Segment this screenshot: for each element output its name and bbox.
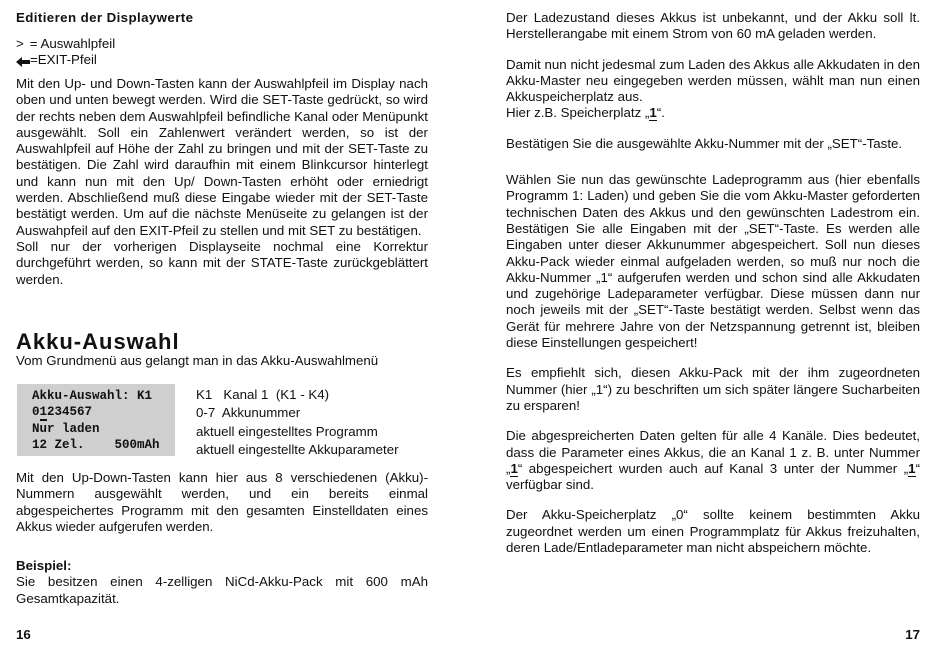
greater-than-symbol: > xyxy=(16,36,24,51)
lcd-display xyxy=(17,384,175,456)
intro-block xyxy=(16,76,428,288)
intro-paragraph: Mit den Up- und Down-Tasten kann der Auswahlpfeil im Display nach oben und unten bewegt werden. Wird die SET-Taste gedrückt, so wird der rechts neben dem Auswahlpfeil befindliche Kanal oder Menüpunkt ausgewählt. Soll ein Zahlenwert verändert werden, so ist der Auswahlpfeil auf Höhe der Zahl zu bringen und mit der SET-Taste zu bestätigen. Die Zahl wird daraufhin mit einem Blinkcursor hinterlegt und kann nun mit den Up/ Down-Tasten erhöht oder erniedrigt werden. Abschließend muß diese Eingabe wieder mit der SET-Taste bestätigt werden. Um auf die nächste Menüseite zu gelangen ist der Auswahpfeil auf den EXIT-Pfeil zu stellen und mit SET zu bestätigen. xyxy=(16,76,428,238)
example-block xyxy=(16,558,428,607)
legend-text-selection: = Auswahlpfeil xyxy=(29,36,116,51)
slot-number: 1 xyxy=(649,105,657,121)
paragraph-all-channels: Die abgespreicherten Daten gelten für alle 4 Kanäle. Dies bedeutet, dass die Parameter eines Akkus, die an Kanal 1 z. B. unter Nummer „1“ abgespeichert wurden auch auf Kanal 3 unter der Nummer „1“ verfügbar sind. xyxy=(506,428,920,493)
symbol-legend xyxy=(16,36,115,69)
desc-channel: K1 Kanal 1 (K1 - K4) xyxy=(196,387,330,402)
paragraph-charge-state: Der Ladezustand dieses Akkus ist unbekannt, und der Akku soll lt. Herstellerangabe mit einem Strom von 60 mA geladen werden. xyxy=(506,10,920,42)
right-text-block xyxy=(506,10,920,556)
right-page xyxy=(506,0,920,648)
section-intro: Vom Grundmenü aus gelangt man in das Akku-Auswahlmenü xyxy=(16,353,379,368)
desc-parameters: aktuell eingestellte Akkuparameter xyxy=(196,441,399,457)
left-page xyxy=(16,0,428,648)
display-cursor-slot: 1 xyxy=(39,405,48,420)
display-slots-rest: 234567 xyxy=(47,405,93,420)
section-intro-block xyxy=(16,353,428,369)
legend-row-selection-arrow xyxy=(16,36,115,52)
legend-text-exit: =EXIT-Pfeil xyxy=(30,52,97,68)
display-line-1: Akku-Auswahl: K1 xyxy=(32,389,153,403)
paragraph-label-tip: Es empfiehlt sich, diesen Akku-Pack mit der ihm zugeordneten Nummer (hier „1“) zu beschriften um sich später längere Sucharbeiten zu ersparen! xyxy=(506,365,920,413)
display-line-4: 12 Zel. 500mAh xyxy=(32,437,160,452)
paragraph-storage-example: Hier z.B. Speicherplatz „1“. xyxy=(506,105,665,121)
display-slot-zero: 0 xyxy=(32,405,40,420)
number-one-b: 1 xyxy=(908,460,916,476)
section-title: Akku-Auswahl xyxy=(16,329,180,354)
page-number-left: 16 xyxy=(16,627,31,642)
desc-akkunummer: 0-7 Akkunummer xyxy=(196,405,301,421)
number-one-a: 1 xyxy=(510,460,518,476)
paragraph-confirm: Bestätigen Sie die ausgewählte Akku-Nummer mit der „SET“-Taste. xyxy=(506,135,903,151)
display-line-2 xyxy=(32,404,175,420)
left-arrow-icon xyxy=(16,55,30,65)
updown-paragraph: Mit den Up-Down-Tasten kann hier aus 8 verschiedenen (Akku)-Nummern ausgewählt werden, und ein bereits einmal abgespeichertes Programm mit den gesamten Einstelldaten eines Akkus wieder aufgerufen werden. xyxy=(16,470,428,534)
page-number-right: 17 xyxy=(905,627,920,642)
correction-paragraph: Soll nur der vorherigen Displayseite nochmal eine Korrektur durchgeführt werden, so kann mit der STATE-Taste zurückgeblättert werden. xyxy=(16,238,428,287)
updown-block xyxy=(16,470,428,535)
display-description xyxy=(196,386,399,459)
display-line-3: Nur laden xyxy=(32,421,100,436)
legend-row-exit-arrow xyxy=(16,52,115,68)
example-label: Beispiel: xyxy=(16,558,72,573)
desc-program: aktuell eingestelltes Programm xyxy=(196,423,378,439)
paragraph-program-select: Wählen Sie nun das gewünschte Ladeprogramm aus (hier ebenfalls Programm 1: Laden) und geben Sie die vom Akku-Master geforderten technischen Daten des Akkus und den gewünschten Ladestrom ein. Bestätigen Sie alle Eingaben mit der „SET“-Taste. Es werden alle Eingaben unter dieser Akkunummer abgespeichert. Soll nun dieses Akku-Pack wieder einmal aufgeladen werden, so muß nur noch die Akku-Nummer „1“ aufgerufen werden und schon sind alle Akkudaten und zugehörige Ladeparameter verfügbar. Diese müssen dann nur noch jeweils mit der „SET“-Taste bestätigt werden. Selbst wenn das Gerät für mehrere Jahre von der Netzspannung getrennt ist, bleiben diese Einstellungen gespeichert! xyxy=(506,172,920,351)
example-text: Sie besitzen einen 4-zelligen NiCd-Akku-Pack mit 600 mAh Gesamtkapazität. xyxy=(16,574,428,606)
paragraph-storage-slot: Damit nun nicht jedesmal zum Laden des Akkus alle Akkudaten in den Akku-Master neu eingegeben werden müssen, wählt man nun einen Akkuspeicherplatz aus. xyxy=(506,56,920,105)
editing-heading: Editieren der Displaywerte xyxy=(16,10,194,25)
paragraph-slot-zero: Der Akku-Speicherplatz „0“ sollte keinem bestimmten Akku zugeordnet werden um einen Programmplatz für Akkus freizuhalten, deren Lade/Entladeparameter man nicht abspeichern möchte. xyxy=(506,507,920,556)
